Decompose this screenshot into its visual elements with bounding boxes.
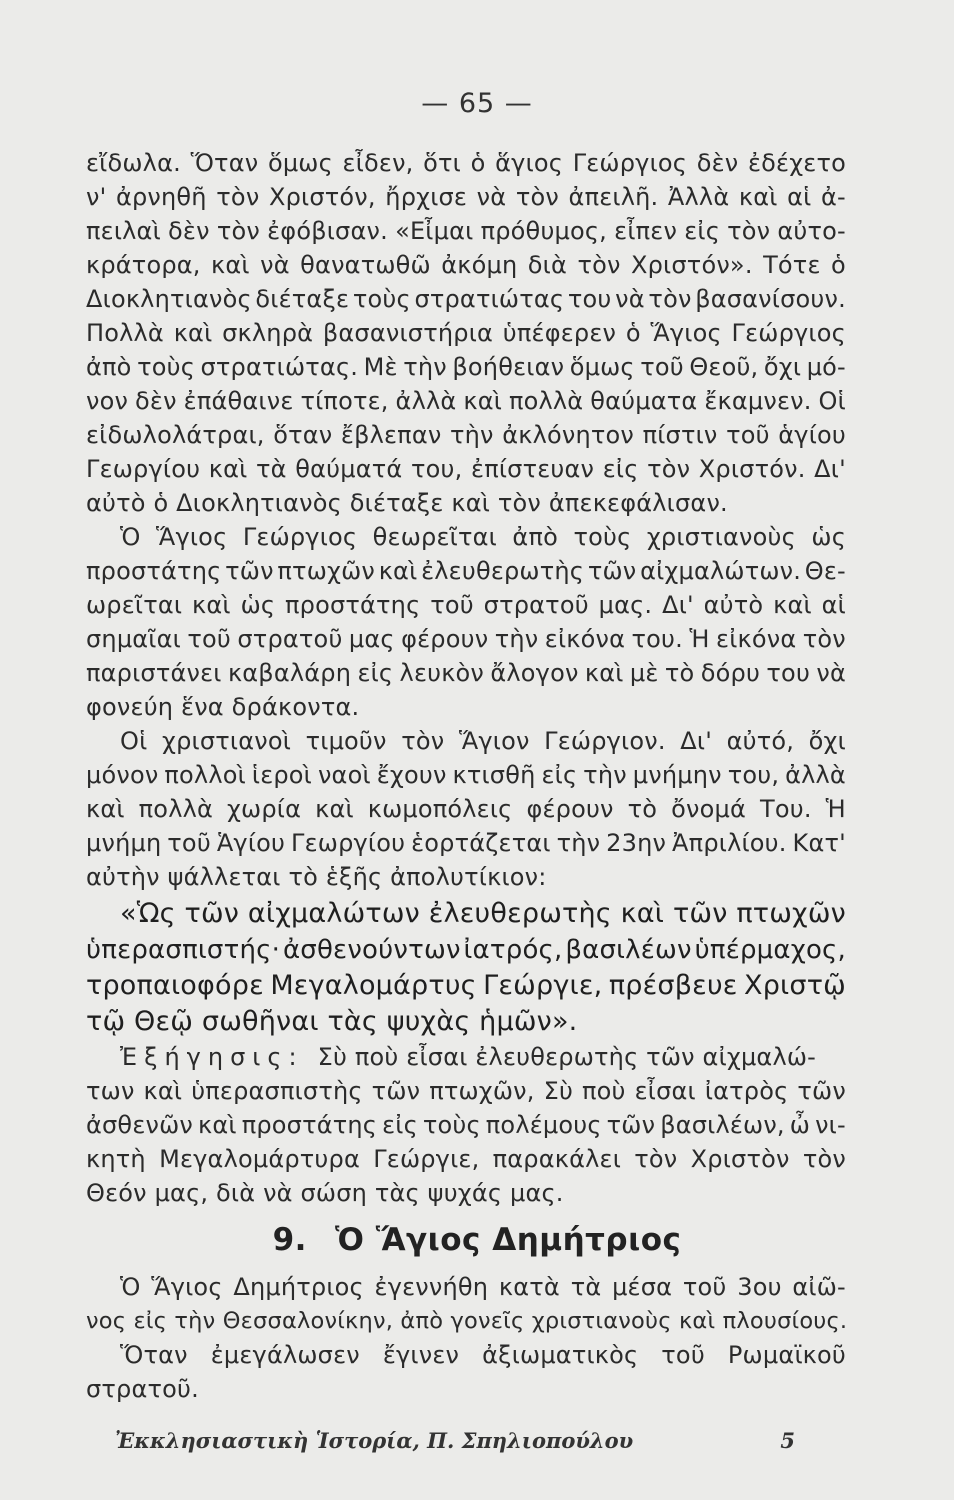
text-line: των καὶ ὑπερασπιστὴς τῶν πτωχῶν, Σὺ ποὺ εἶσαι ἰατρὸς τῶν: [86, 1077, 846, 1105]
text-line: Ὁ Ἅγιος Δημήτριος ἐγεννήθη κατὰ τὰ μέσα τοῦ 3ου αἰῶ-: [120, 1273, 846, 1301]
text-line: καὶ πολλὰ χωρία καὶ κωμοπόλεις φέρουν τὸ ὄνομά Του. Ἡ: [86, 795, 846, 823]
text-line: «Ὡς τῶν αἰχμαλώτων ἐλευθερωτὴς καὶ τῶν πτωχῶν: [120, 898, 846, 929]
page-footer: [115, 1428, 795, 1453]
text-line: αὐτὸ ὁ Διοκλητιανὸς διέταξε καὶ τὸν ἀπεκεφάλισαν.: [86, 489, 728, 517]
text-line: ἀπὸ τοὺς στρατιώτας. Μὲ τὴν βοήθειαν ὅμως τοῦ Θεοῦ, ὄχι μό-: [86, 353, 846, 381]
text-line: τῷ Θεῷ σωθῆναι τὰς ψυχὰς ἡμῶν».: [86, 1006, 578, 1037]
text-line: Γεωργίου καὶ τὰ θαύματά του, ἐπίστευαν εἰς τὸν Χριστόν. Δι': [86, 455, 846, 483]
text-line: Θεόν μας, διὰ νὰ σώση τὰς ψυχάς μας.: [86, 1179, 564, 1207]
text-line: προστάτης τῶν πτωχῶν καὶ ἐλευθερωτὴς τῶν αἰχμαλώτων. Θε-: [86, 557, 846, 585]
page-number: — 65 —: [421, 88, 533, 119]
text-line: Οἱ χριστιανοὶ τιμοῦν τὸν Ἅγιον Γεώργιον. Δι' αὐτό, ὄχι: [120, 727, 846, 755]
text-line: παριστάνει καβαλάρη εἰς λευκὸν ἄλογον καὶ μὲ τὸ δόρυ του νὰ: [86, 659, 846, 687]
footer-book-title: Ἐκκλησιαστικὴ Ἱστορία, Π. Σπηλιοπούλου: [115, 1428, 634, 1453]
text-line: ν' ἀρνηθῆ τὸν Χριστόν, ἤρχισε νὰ τὸν ἀπειλῆ. Ἀλλὰ καὶ αἱ ἀ-: [86, 183, 846, 211]
text-line: Διοκλητιανὸς διέταξε τοὺς στρατιώτας του νὰ τὸν βασανίσουν.: [86, 285, 846, 313]
section-number: 9.: [272, 1222, 307, 1258]
text-line: στρατοῦ.: [86, 1375, 199, 1403]
explanation-label: Ἐξήγησις:: [120, 1043, 304, 1071]
text-line: Ὁ Ἅγιος Γεώργιος θεωρεῖται ἀπὸ τοὺς χριστιανοὺς ὡς: [120, 523, 846, 551]
text-line: νον δὲν ἐπάθαινε τίποτε, ἀλλὰ καὶ πολλὰ θαύματα ἔκαμνεν. Οἱ: [86, 387, 846, 415]
text-line: αὐτὴν ψάλλεται τὸ ἑξῆς ἀπολυτίκιον:: [86, 863, 547, 891]
text-line: Πολλὰ καὶ σκληρὰ βασανιστήρια ὑπέφερεν ὁ Ἅγιος Γεώργιος: [86, 319, 846, 347]
text-line: ὑπερασπιστής· ἀσθενούντων ἰατρός, βασιλέων ὑπέρμαχος,: [86, 935, 846, 965]
text-line: [86, 1040, 846, 1074]
text-line: εἴδωλα. Ὅταν ὅμως εἶδεν, ὅτι ὁ ἅγιος Γεώργιος δὲν ἐδέχετο: [86, 149, 846, 177]
text-line: φονεύη ἕνα δράκοντα.: [86, 693, 360, 721]
text-line: ωρεῖται καὶ ὡς προστάτης τοῦ στρατοῦ μας. Δι' αὐτὸ καὶ αἱ: [86, 591, 846, 619]
explanation-text: [86, 1040, 846, 1210]
text-line: σημαῖαι τοῦ στρατοῦ μας φέρουν τὴν εἰκόνα του. Ἡ εἰκόνα τὸν: [86, 625, 846, 653]
explanation-first-line: Σὺ ποὺ εἶσαι ἐλευθερωτὴς τῶν αἰχμαλώ-: [317, 1043, 817, 1071]
text-line: Ὅταν ἐμεγάλωσεν ἔγινεν ἀξιωματικὸς τοῦ Ρωμαϊκοῦ: [120, 1341, 846, 1369]
text-line: νος εἰς τὴν Θεσσαλονίκην, ἀπὸ γονεῖς χριστιανοὺς καὶ πλουσίους.: [86, 1308, 848, 1334]
text-line: τροπαιοφόρε Μεγαλομάρτυς Γεώργιε, πρέσβευε Χριστῷ: [86, 970, 846, 1001]
text-line: κητὴ Μεγαλομάρτυρα Γεώργιε, παρακάλει τὸν Χριστὸν τὸν: [86, 1145, 846, 1173]
text-line: εἰδωλολάτραι, ὅταν ἔβλεπαν τὴν ἀκλόνητον πίστιν τοῦ ἁγίου: [86, 421, 846, 449]
text-line: μόνον πολλοὶ ἱεροὶ ναοὶ ἔχουν κτισθῆ εἰς τὴν μνήμην του, ἀλλὰ: [86, 761, 846, 789]
text-line: πειλαὶ δὲν τὸν ἐφόβισαν. «Εἶμαι πρόθυμος, εἶπεν εἰς τὸν αὐτο-: [86, 217, 846, 245]
text-line: κράτορα, καὶ νὰ θανατωθῶ ἀκόμη διὰ τὸν Χριστόν». Τότε ὁ: [86, 251, 846, 279]
text-line: ἀσθενῶν καὶ προστάτης εἰς τοὺς πολέμους τῶν βασιλέων, ὦ νι-: [86, 1111, 846, 1139]
section-title: Ὁ Ἅγιος Δημήτριος: [334, 1222, 682, 1258]
section-heading: [0, 1222, 954, 1258]
text-line: μνήμη τοῦ Ἁγίου Γεωργίου ἑορτάζεται τὴν 23ην Ἀπριλίου. Κατ': [86, 829, 846, 857]
body-text-top: [86, 146, 846, 894]
hymn-text: [86, 896, 846, 1040]
footer-signature: 5: [780, 1428, 795, 1453]
section-body-text: [86, 1270, 846, 1406]
